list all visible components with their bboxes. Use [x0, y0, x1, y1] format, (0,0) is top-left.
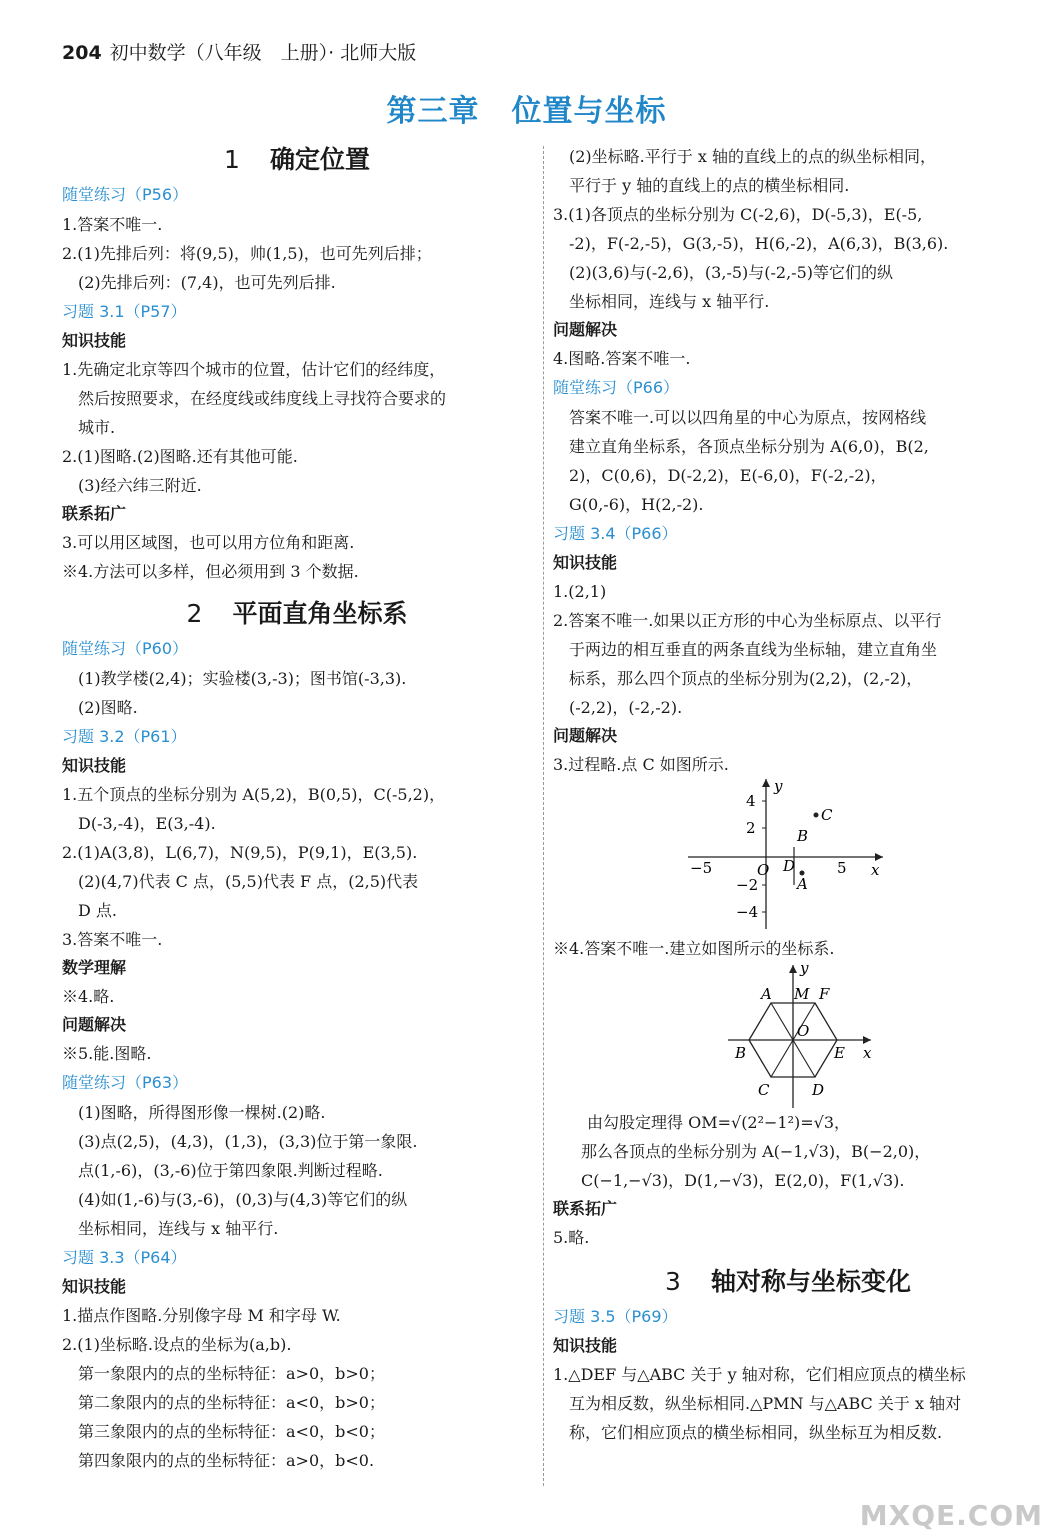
exercise-heading: 随堂练习（P56） — [62, 185, 189, 204]
tick-label: −4 — [736, 903, 759, 921]
point-label: M — [794, 985, 810, 1003]
answer-line: 3.(1)各顶点的坐标分别为 C(-2,6)，D(-5,3)，E(-5, — [553, 205, 923, 224]
answer-line: 1.(2,1) — [553, 582, 607, 601]
exercise-heading: 习题 3.4（P66） — [553, 524, 678, 543]
tick-label: −2 — [736, 876, 759, 894]
chapter-name: 位置与坐标 — [511, 94, 667, 129]
answer-line: (4)如(1,-6)与(3,-6)，(0,3)与(4,3)等它们的纵 — [78, 1190, 408, 1209]
answer-line: 城市. — [78, 418, 116, 437]
running-head — [62, 38, 416, 65]
point-label: F — [819, 985, 830, 1003]
tick-label: −5 — [690, 859, 713, 877]
answer-line: 坐标相同，连线与 x 轴平行. — [78, 1219, 279, 1238]
answer-line: (-2,2)，(-2,-2). — [569, 698, 683, 717]
subheading: 问题解决 — [553, 320, 618, 339]
answer-line: (1)图略，所得图形像一棵树.(2)略. — [78, 1103, 326, 1122]
section-title: 2 平面直角坐标系 — [186, 599, 408, 628]
subheading: 知识技能 — [62, 1277, 127, 1296]
book-title: 初中数学（八年级 上册）· 北师大版 — [109, 42, 417, 64]
section-title: 1 确定位置 — [224, 145, 370, 174]
answer-line: 2.答案不唯一.如果以正方形的中心为坐标原点、以平行 — [553, 611, 942, 630]
answer-line: D(-3,-4)，E(3,-4). — [78, 814, 216, 833]
coordinate-figure-1 — [553, 779, 1023, 934]
point-label: A — [797, 875, 808, 893]
answer-line: 3.过程略.点 C 如图所示. — [553, 755, 729, 774]
answer-line: 于两边的相互垂直的两条直线为坐标轴，建立直角坐 — [569, 640, 938, 659]
column-divider — [543, 146, 544, 1486]
tick-label: 5 — [837, 859, 847, 877]
answer-line: 点(1,-6)，(3,-6)位于第四象限.判断过程略. — [78, 1161, 383, 1180]
subheading: 知识技能 — [553, 553, 618, 572]
exercise-heading: 习题 3.5（P69） — [553, 1307, 678, 1326]
answer-line: D 点. — [78, 901, 118, 920]
answer-line: 互为相反数，纵坐标相同.△PMN 与△ABC 关于 x 轴对 — [569, 1394, 962, 1413]
x-axis-label: x — [871, 861, 880, 879]
answer-line: 1.答案不唯一. — [62, 215, 163, 234]
chapter-label: 第三章 — [386, 94, 480, 129]
answer-line: 标系，那么四个顶点的坐标分别为(2,2)，(2,-2)， — [569, 669, 923, 688]
answer-line: 1.先确定北京等四个城市的位置，估计它们的经纬度， — [62, 360, 446, 379]
answer-line: 由勾股定理得 OM=√(2²−1²)=√3， — [587, 1113, 851, 1132]
chapter-title — [0, 86, 1053, 130]
point-label: D — [783, 857, 796, 875]
answer-line: 2)，C(0,6)，D(-2,2)，E(-6,0)，F(-2,-2)， — [569, 466, 887, 485]
page-number: 204 — [62, 42, 102, 64]
answer-line: (1)教学楼(2,4)；实验楼(3,-3)；图书馆(-3,3). — [78, 669, 407, 688]
exercise-heading: 随堂练习（P60） — [62, 639, 189, 658]
point-label: A — [761, 985, 772, 1003]
hexagon-figure-svg — [553, 963, 1023, 1108]
answer-line: G(0,-6)，H(2,-2). — [569, 495, 704, 514]
answer-line: 第四象限内的点的坐标特征：a>0，b<0. — [78, 1451, 375, 1470]
answer-line: ※5.能.图略. — [62, 1044, 152, 1063]
answer-line: -2)，F(-2,-5)，G(3,-5)，H(6,-2)，A(6,3)，B(3,6). — [569, 234, 949, 253]
section-title: 3 轴对称与坐标变化 — [665, 1267, 911, 1296]
answer-line: (2)先排后列：(7,4)，也可先列后排. — [78, 273, 336, 292]
answer-line: 1.描点作图略.分别像字母 M 和字母 W. — [62, 1306, 341, 1325]
subheading: 知识技能 — [62, 756, 127, 775]
answer-line: 4.图略.答案不唯一. — [553, 349, 691, 368]
answer-line: 坐标相同，连线与 x 轴平行. — [569, 292, 770, 311]
coordinate-plane-svg — [553, 779, 1023, 934]
y-axis-label: y — [774, 779, 783, 795]
answer-line: 称，它们相应顶点的横坐标相同，纵坐标互为相反数. — [569, 1423, 943, 1442]
origin-label: O — [757, 861, 770, 879]
answer-line: (3)点(2,5)，(4,3)，(1,3)，(3,3)位于第一象限. — [78, 1132, 418, 1151]
point-label: B — [797, 827, 809, 845]
answer-line: (2)图略. — [78, 698, 138, 717]
exercise-heading: 随堂练习（P63） — [62, 1073, 189, 1092]
answer-line: 2.(1)坐标略.设点的坐标为(a,b). — [62, 1335, 292, 1354]
answer-line: 1.△DEF 与△ABC 关于 y 轴对称，它们相应顶点的横坐标 — [553, 1365, 966, 1384]
subheading: 知识技能 — [553, 1336, 618, 1355]
tick-label: 4 — [746, 792, 756, 810]
answer-line: 5.略. — [553, 1228, 590, 1247]
point-c — [814, 813, 819, 818]
point-label: E — [834, 1044, 845, 1062]
subheading: 数学理解 — [62, 958, 127, 977]
coordinate-figure-2 — [553, 963, 1023, 1108]
point-label: C — [821, 806, 833, 824]
subheading: 联系拓广 — [553, 1199, 618, 1218]
subheading: 联系拓广 — [62, 504, 127, 523]
answer-line: 第一象限内的点的坐标特征：a>0，b>0； — [78, 1364, 385, 1383]
answer-line: C(−1,−√3)，D(1,−√3)，E(2,0)，F(1,√3). — [581, 1171, 905, 1190]
answer-line: ※4.略. — [62, 987, 115, 1006]
point-label: D — [812, 1081, 825, 1099]
answer-line: 3.答案不唯一. — [62, 930, 163, 949]
subheading: 知识技能 — [62, 331, 127, 350]
exercise-heading: 随堂练习（P66） — [553, 378, 680, 397]
exercise-heading: 习题 3.3（P64） — [62, 1248, 187, 1267]
right-column — [553, 142, 1023, 1447]
exercise-heading: 习题 3.2（P61） — [62, 727, 187, 746]
exercise-heading: 习题 3.1（P57） — [62, 302, 187, 321]
point-label: C — [758, 1081, 770, 1099]
answer-line: 然后按照要求，在经度线或纬度线上寻找符合要求的 — [78, 389, 447, 408]
answer-line: 第二象限内的点的坐标特征：a<0，b>0； — [78, 1393, 385, 1412]
x-axis-label: x — [863, 1044, 872, 1062]
subheading: 问题解决 — [553, 726, 618, 745]
answer-line: 答案不唯一.可以以四角星的中心为原点，按网格线 — [569, 408, 927, 427]
tick-label: 2 — [746, 819, 756, 837]
point-label: B — [735, 1044, 747, 1062]
answer-line: 2.(1)先排后列：将(9,5)，帅(1,5)，也可先列后排； — [62, 244, 432, 263]
answer-line: (3)经六纬三附近. — [78, 476, 202, 495]
subheading: 问题解决 — [62, 1015, 127, 1034]
answer-line: (2)(4,7)代表 C 点，(5,5)代表 F 点，(2,5)代表 — [78, 872, 419, 891]
answer-line: 建立直角坐标系，各顶点坐标分别为 A(6,0)，B(2, — [569, 437, 929, 456]
answer-line: (2)坐标略.平行于 x 轴的直线上的点的纵坐标相同， — [569, 147, 936, 166]
answer-line: 2.(1)图略.(2)图略.还有其他可能. — [62, 447, 298, 466]
answer-line: 第三象限内的点的坐标特征：a<0，b<0； — [78, 1422, 385, 1441]
answer-line: 平行于 y 轴的直线上的点的横坐标相同. — [569, 176, 850, 195]
left-column — [62, 138, 532, 1475]
y-axis-label: y — [800, 963, 809, 977]
answer-line: 那么各顶点的坐标分别为 A(−1,√3)，B(−2,0)， — [581, 1142, 931, 1161]
answer-line: (2)(3,6)与(-2,6)，(3,-5)与(-2,-5)等它们的纵 — [569, 263, 894, 282]
answer-line: 2.(1)A(3,8)，L(6,7)，N(9,5)，P(9,1)，E(3,5). — [62, 843, 418, 862]
answer-line: ※4.方法可以多样，但必须用到 3 个数据. — [62, 562, 359, 581]
answer-line: ※4.答案不唯一.建立如图所示的坐标系. — [553, 939, 835, 958]
answer-line: 1.五个顶点的坐标分别为 A(5,2)，B(0,5)，C(-5,2)， — [62, 785, 446, 804]
answer-line: 3.可以用区域图，也可以用方位角和距离. — [62, 533, 355, 552]
watermark: MXQE.COM — [859, 1499, 1043, 1532]
point-label: O — [797, 1022, 810, 1040]
